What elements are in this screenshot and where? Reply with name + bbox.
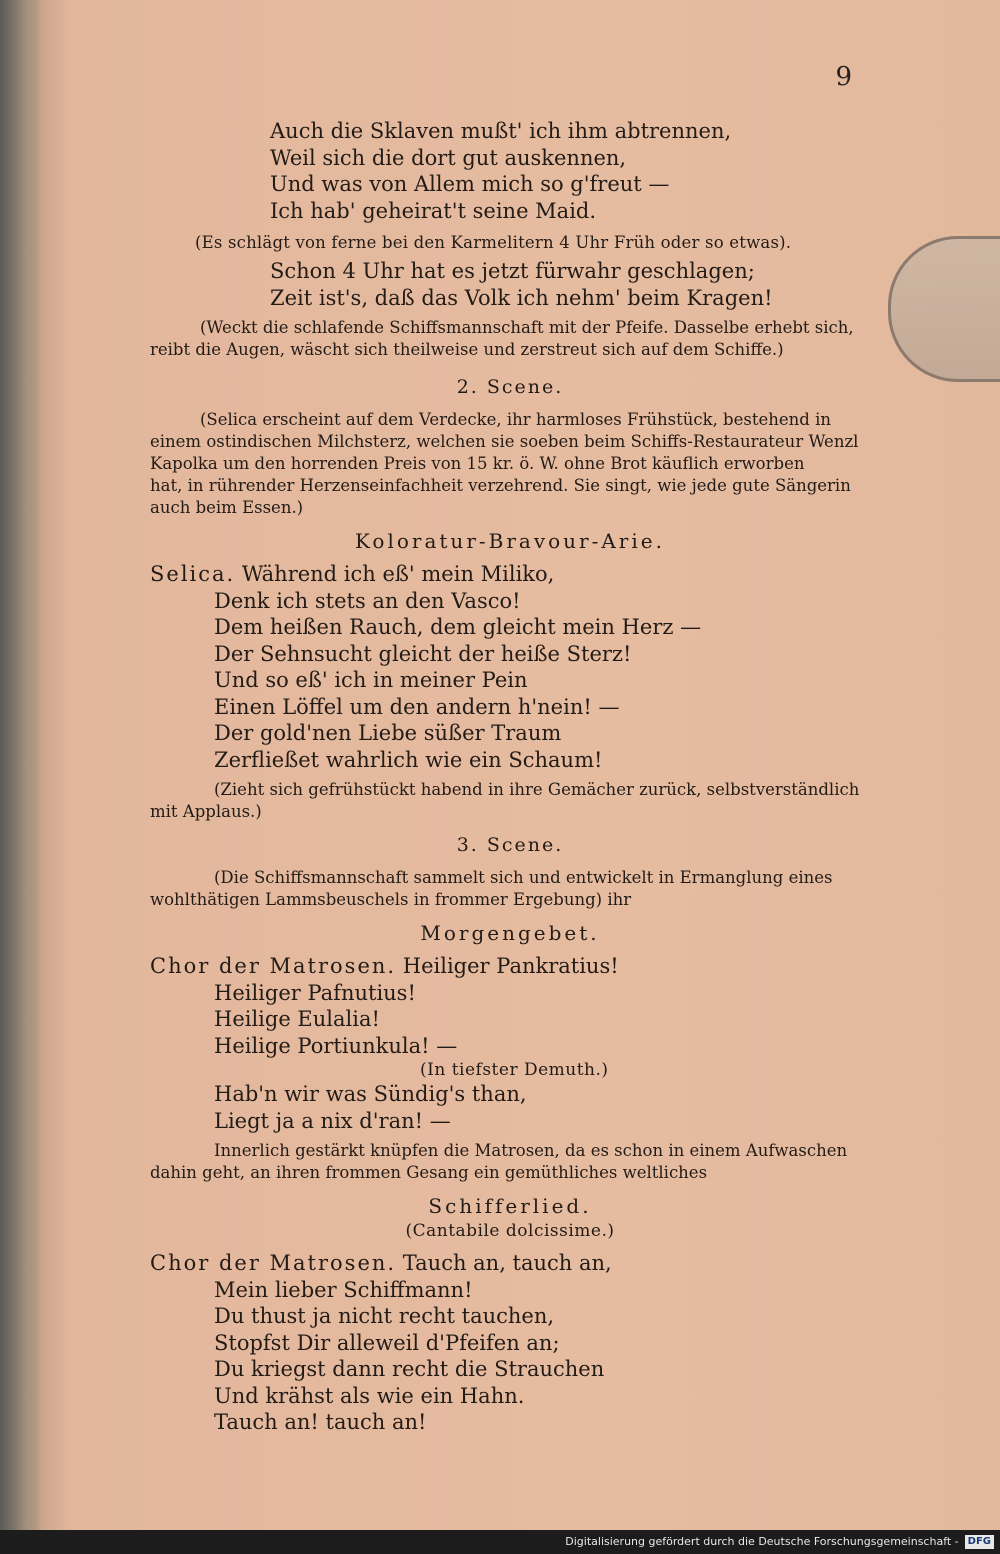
verse-line: Weil sich die dort gut auskennen,	[270, 145, 627, 170]
stage-line: Innerlich gestärkt knüpfen die Matrosen, da es schon in einem Aufwaschen	[214, 1141, 848, 1160]
verse-line: Und was von Allem mich so g'freut —	[270, 172, 670, 196]
narration	[150, 1140, 870, 1184]
page-content	[150, 118, 870, 1436]
aria-title: Koloratur-Bravour-Arie.	[355, 529, 665, 553]
verse-line: Du thust ja nicht recht tauchen,	[214, 1304, 555, 1328]
verse-line: Und krähst als wie ein Hahn.	[214, 1383, 525, 1408]
speaker-name: Chor der Matrosen.	[150, 1251, 397, 1275]
verse-line: Auch die Sklaven mußt' ich ihm abtrennen,	[270, 119, 732, 143]
verse-line: Du kriegst dann recht die Strauchen	[214, 1357, 605, 1381]
stage-line: dahin geht, an ihren frommen Gesang ein gemüthliches weltliches	[150, 1163, 708, 1182]
verse-line: Der Sehnsucht gleicht der heiße Sterz!	[214, 641, 632, 666]
verse-line: Schon 4 Uhr hat es jetzt fürwahr geschlagen;	[270, 259, 755, 283]
stage-direction: (Es schlägt von ferne bei den Karmelitern 4 Uhr Früh oder so etwas).	[195, 233, 792, 252]
stage-line: einem ostindischen Milchsterz, welchen sie soeben beim Schiffs-Restaurateur Wenzl	[150, 432, 859, 451]
verse-line: Hab'n wir was Sündig's than,	[214, 1082, 527, 1106]
chorus-prayer	[150, 953, 870, 1134]
stage-line: Kapolka um den horrenden Preis von 15 kr. ö. W. ohne Brot käuflich erworben	[150, 454, 805, 473]
page-clip	[888, 236, 1000, 382]
scene-2-stage-direction	[150, 409, 870, 519]
chorus-song	[150, 1250, 870, 1436]
verse-line: Zerfließet wahrlich wie ein Schaum!	[214, 747, 603, 772]
aside: (In tiefster Demuth.)	[420, 1060, 609, 1080]
scene-3-title: 3. Scene.	[456, 834, 564, 856]
dfg-logo-icon: DFG	[965, 1535, 994, 1549]
stage-line: (Die Schiffsmannschaft sammelt sich und entwickelt in Ermanglung eines	[214, 868, 833, 887]
verse-line: Ich hab' geheirat't seine Maid.	[270, 198, 597, 223]
verse-line: Zeit ist's, daß das Volk ich nehm' beim Kragen!	[270, 285, 773, 310]
verse-line: Heiliger Pafnutius!	[214, 980, 416, 1005]
verse-line: Einen Löffel um den andern h'nein! —	[214, 694, 620, 719]
book-spine	[0, 0, 42, 1530]
verse-line: Der gold'nen Liebe süßer Traum	[214, 721, 562, 745]
scene-3-stage-direction	[150, 867, 870, 911]
footer-bar	[0, 1530, 1000, 1554]
verse-line: Während ich eß' mein Miliko,	[241, 562, 555, 586]
verses-2	[150, 258, 870, 311]
funding-notice: Digitalisierung gefördert durch die Deutsche Forschungsgemeinschaft -	[565, 1535, 959, 1548]
prayer-title: Morgengebet.	[420, 921, 600, 945]
stage-direction	[150, 317, 870, 361]
tempo-marking: (Cantabile dolcissime.)	[405, 1221, 615, 1241]
speaker-name: Chor der Matrosen.	[150, 954, 397, 978]
stage-direction	[150, 779, 870, 823]
stage-line: (Weckt die schlafende Schiffsmannschaft mit der Pfeife. Dasselbe erhebt sich,	[200, 318, 854, 337]
verse-line: Denk ich stets an den Vasco!	[214, 588, 521, 613]
stage-line: wohlthätigen Lammsbeuschels in frommer Ergebung) ihr	[150, 890, 632, 909]
stage-line: (Zieht sich gefrühstückt habend in ihre Gemächer zurück, selbstverständlich	[214, 780, 860, 799]
verse-line: Stopfst Dir alleweil d'Pfeifen an;	[214, 1330, 560, 1355]
stage-line: auch beim Essen.)	[150, 498, 304, 517]
song-title: Schifferlied.	[428, 1194, 592, 1218]
stage-line: mit Applaus.)	[150, 802, 262, 821]
verse-line: Liegt ja a nix d'ran! —	[214, 1108, 451, 1133]
verse-line: Heilige Portiunkula! —	[214, 1033, 458, 1058]
page-number: 9	[835, 62, 852, 92]
stage-line: hat, in rührender Herzenseinfachheit verzehrend. Sie singt, wie jede gute Sängerin	[150, 476, 851, 495]
verse-line: Und so eß' ich in meiner Pein	[214, 668, 528, 692]
speaker-name: Selica.	[150, 562, 236, 586]
stage-line: (Selica erscheint auf dem Verdecke, ihr harmloses Frühstück, bestehend in	[200, 410, 831, 429]
stage-line: reibt die Augen, wäscht sich theilweise und zerstreut sich auf dem Schiffe.)	[150, 340, 784, 359]
verse-line: Heiliger Pankratius!	[402, 954, 619, 978]
verse-line: Dem heißen Rauch, dem gleicht mein Herz —	[214, 615, 702, 639]
scene-2-title: 2. Scene.	[456, 376, 564, 398]
verse-line: Tauch an! tauch an!	[214, 1410, 427, 1434]
verse-line: Tauch an, tauch an,	[402, 1251, 612, 1275]
verse-line: Mein lieber Schiffmann!	[214, 1277, 473, 1302]
verse-line: Heilige Eulalia!	[214, 1007, 380, 1031]
opening-verses	[150, 118, 870, 224]
selica-verses	[150, 561, 870, 773]
